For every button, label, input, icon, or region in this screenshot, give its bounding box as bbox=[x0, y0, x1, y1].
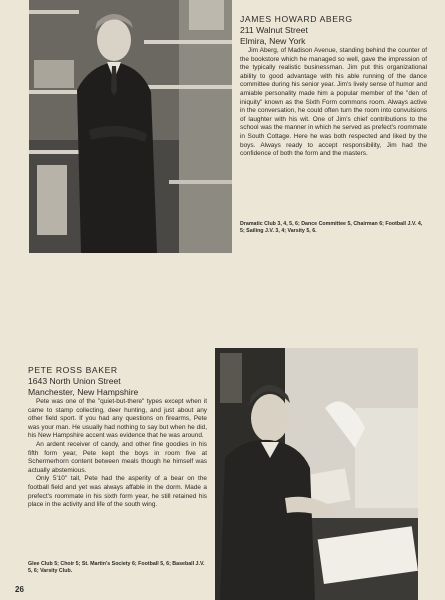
portrait-photo-aberg bbox=[29, 0, 232, 253]
student-biography bbox=[28, 398, 207, 510]
portrait-photo-baker bbox=[215, 348, 418, 600]
student-biography bbox=[240, 47, 427, 159]
entry-header-aberg bbox=[240, 14, 430, 47]
student-street: 1643 North Union Street bbox=[28, 376, 121, 386]
student-name: JAMES HOWARD ABERG bbox=[240, 14, 353, 24]
bio-paragraph: Jim Aberg, of Madison Avenue, standing behind the counter of the bookstore which he managed so well, gave the impression of the typically realistic businessman. Jim put this organizational ability to good advantage with his able running of the dance committee during his senior year. Jim's lively sense of humor and amiable personality made him a popular member of the "den of iniquity" known as the Sixth Form commons room. Always active in the conversation, he could often turn the room into convulsions of laughter with his wit. One of Jim's chief contributions to the school was the manner in which he served as prefect's roommate in South Cottage. Here he was both respected and liked by the boys. Always ready to accept responsibility, Jim had the confidence of both the form and the masters. bbox=[240, 47, 427, 158]
bio-paragraph: Pete was one of the "quiet-but-there" types except when it came to stamp collecting, deer hunting, and just about any other field sport. If you had any questions on firearms, Pete was your man. He usually had nothing to say but when he did, his New Hampshire accent was evidence that he was around. bbox=[28, 398, 207, 440]
bio-paragraph: Only 5'10" tall, Pete had the asperity of a bear on the football field and yet was always affable in the dorm. Made a prefect's roommate in his sixth form year, he still retained his place in the activity and life of the south wing. bbox=[28, 475, 207, 509]
student-activities: Glee Club 5; Choir 5; St. Martin's Society 6; Football 5, 6; Baseball J.V. 5, 6; Varsity Club. bbox=[28, 561, 205, 575]
student-street: 211 Walnut Street bbox=[240, 25, 308, 35]
entry-header-baker bbox=[28, 365, 208, 398]
student-name: PETE ROSS BAKER bbox=[28, 365, 118, 375]
student-city: Manchester, New Hampshire bbox=[28, 387, 139, 397]
bio-paragraph: An ardent receiver of candy, and other fine goodies in his fifth form year, Pete kept the boys in room five at Schermerhorn content between meals though he himself was actually abstemious. bbox=[28, 440, 207, 474]
student-activities: Dramatic Club 3, 4, 5, 6; Dance Committee 5, Chairman 6; Football J.V. 4, 5; Sailing J.V. 3, 4; Varsity 5, 6. bbox=[240, 221, 423, 235]
page-number: 26 bbox=[15, 585, 24, 594]
student-city: Elmira, New York bbox=[240, 36, 306, 46]
